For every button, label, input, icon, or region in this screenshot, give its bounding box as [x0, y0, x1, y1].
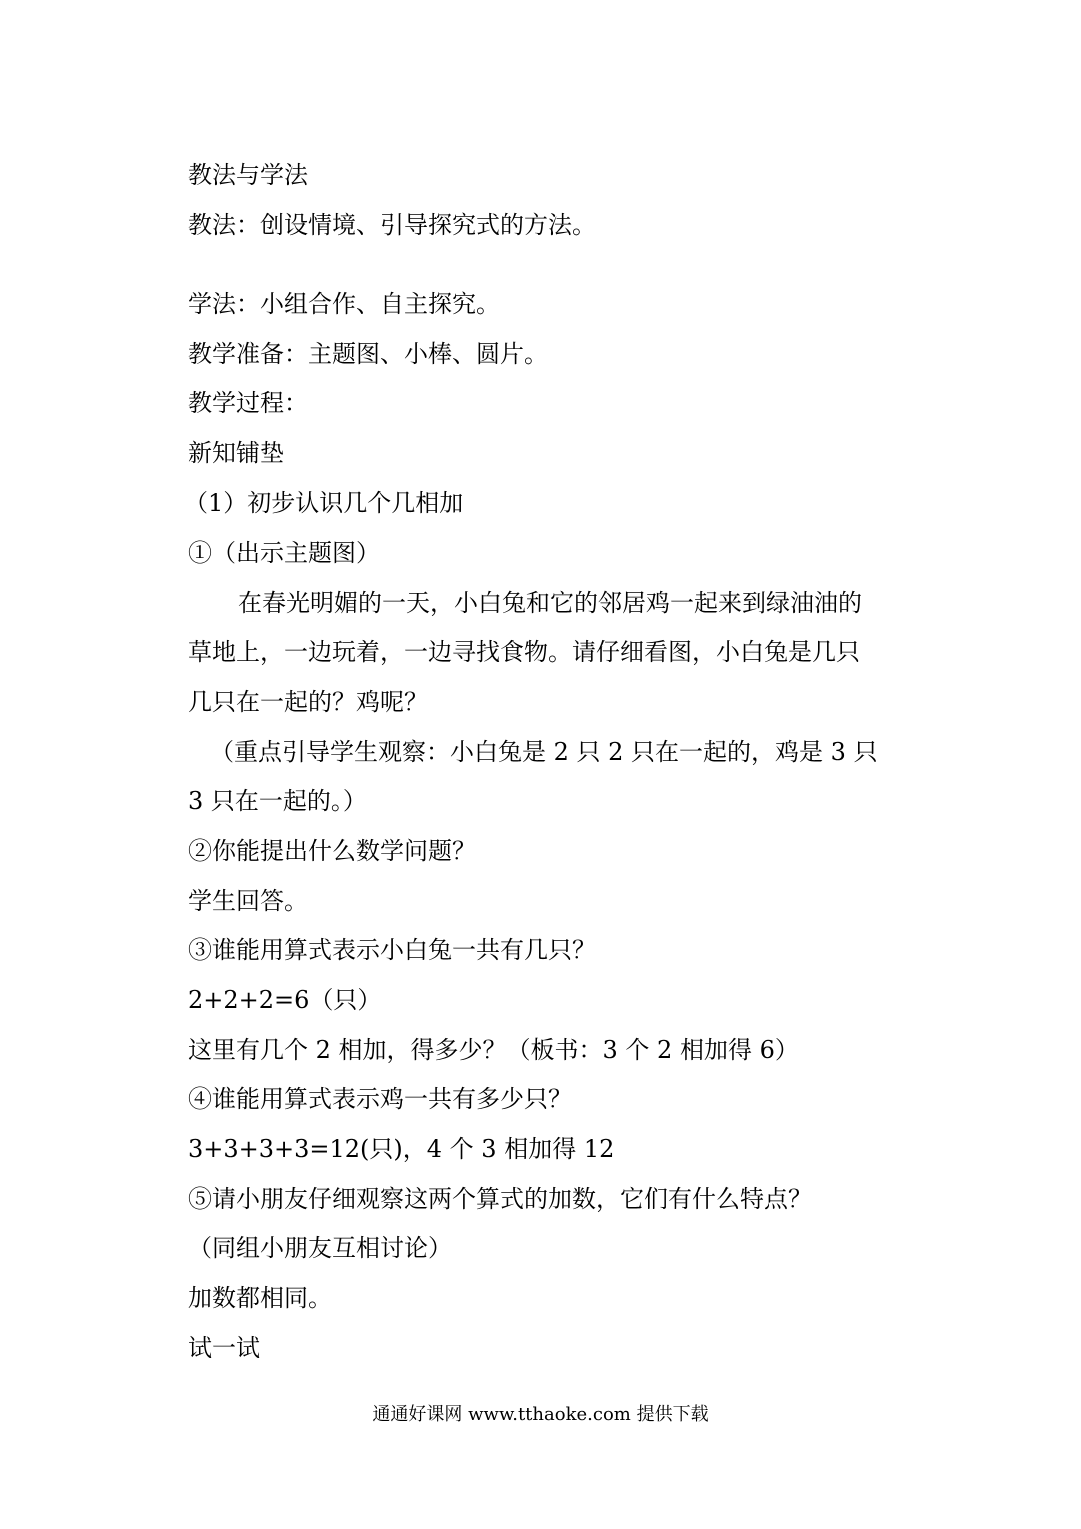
try-it-heading: 试一试	[188, 1334, 260, 1362]
equation-chickens: 3+3+3+3=12(只)，4 个 3 相加得 12	[188, 1135, 615, 1163]
addends-same-line: 加数都相同。	[188, 1284, 332, 1312]
paragraph-line-1: 在春光明媚的一天，小白兔和它的邻居鸡一起来到绿油油的	[238, 589, 862, 617]
step-5-line: ⑤请小朋友仔细观察这两个算式的加数，它们有什么特点？	[188, 1185, 812, 1213]
teaching-method-line: 教法：创设情境、引导探究式的方法。	[188, 211, 596, 239]
paragraph-line-3: 几只在一起的？鸡呢？	[188, 688, 428, 716]
step-4-line: ④谁能用算式表示鸡一共有多少只？	[188, 1085, 572, 1113]
step-2-line: ②你能提出什么数学问题？	[188, 837, 476, 865]
guidance-line-2: 3 只在一起的。）	[188, 787, 367, 815]
paragraph-line-2: 草地上，一边玩着，一边寻找食物。请仔细看图，小白兔是几只	[188, 638, 860, 666]
group-discussion-line: （同组小朋友互相讨论）	[188, 1234, 452, 1262]
page-footer: 通通好课网 www.tthaoke.com 提供下载	[372, 1404, 709, 1425]
section-heading-methods: 教法与学法	[188, 161, 308, 189]
student-answer-line: 学生回答。	[188, 887, 308, 915]
step-3-line: ③谁能用算式表示小白兔一共有几只？	[188, 936, 596, 964]
learning-method-line: 学法：小组合作、自主探究。	[188, 290, 500, 318]
equation-rabbits: 2+2+2=6（只）	[188, 986, 382, 1014]
guidance-line-1: （重点引导学生观察：小白兔是 2 只 2 只在一起的，鸡是 3 只	[210, 738, 878, 766]
subsection-heading-1: （1）初步认识几个几相加	[184, 489, 464, 517]
teaching-process-heading: 教学过程：	[188, 389, 308, 417]
teaching-preparation-line: 教学准备：主题图、小棒、圆片。	[188, 340, 548, 368]
new-knowledge-heading: 新知铺垫	[188, 439, 284, 467]
question-sum-line: 这里有几个 2 相加，得多少？（板书：3 个 2 相加得 6）	[188, 1036, 799, 1064]
step-1-line: ①（出示主题图）	[188, 539, 380, 567]
